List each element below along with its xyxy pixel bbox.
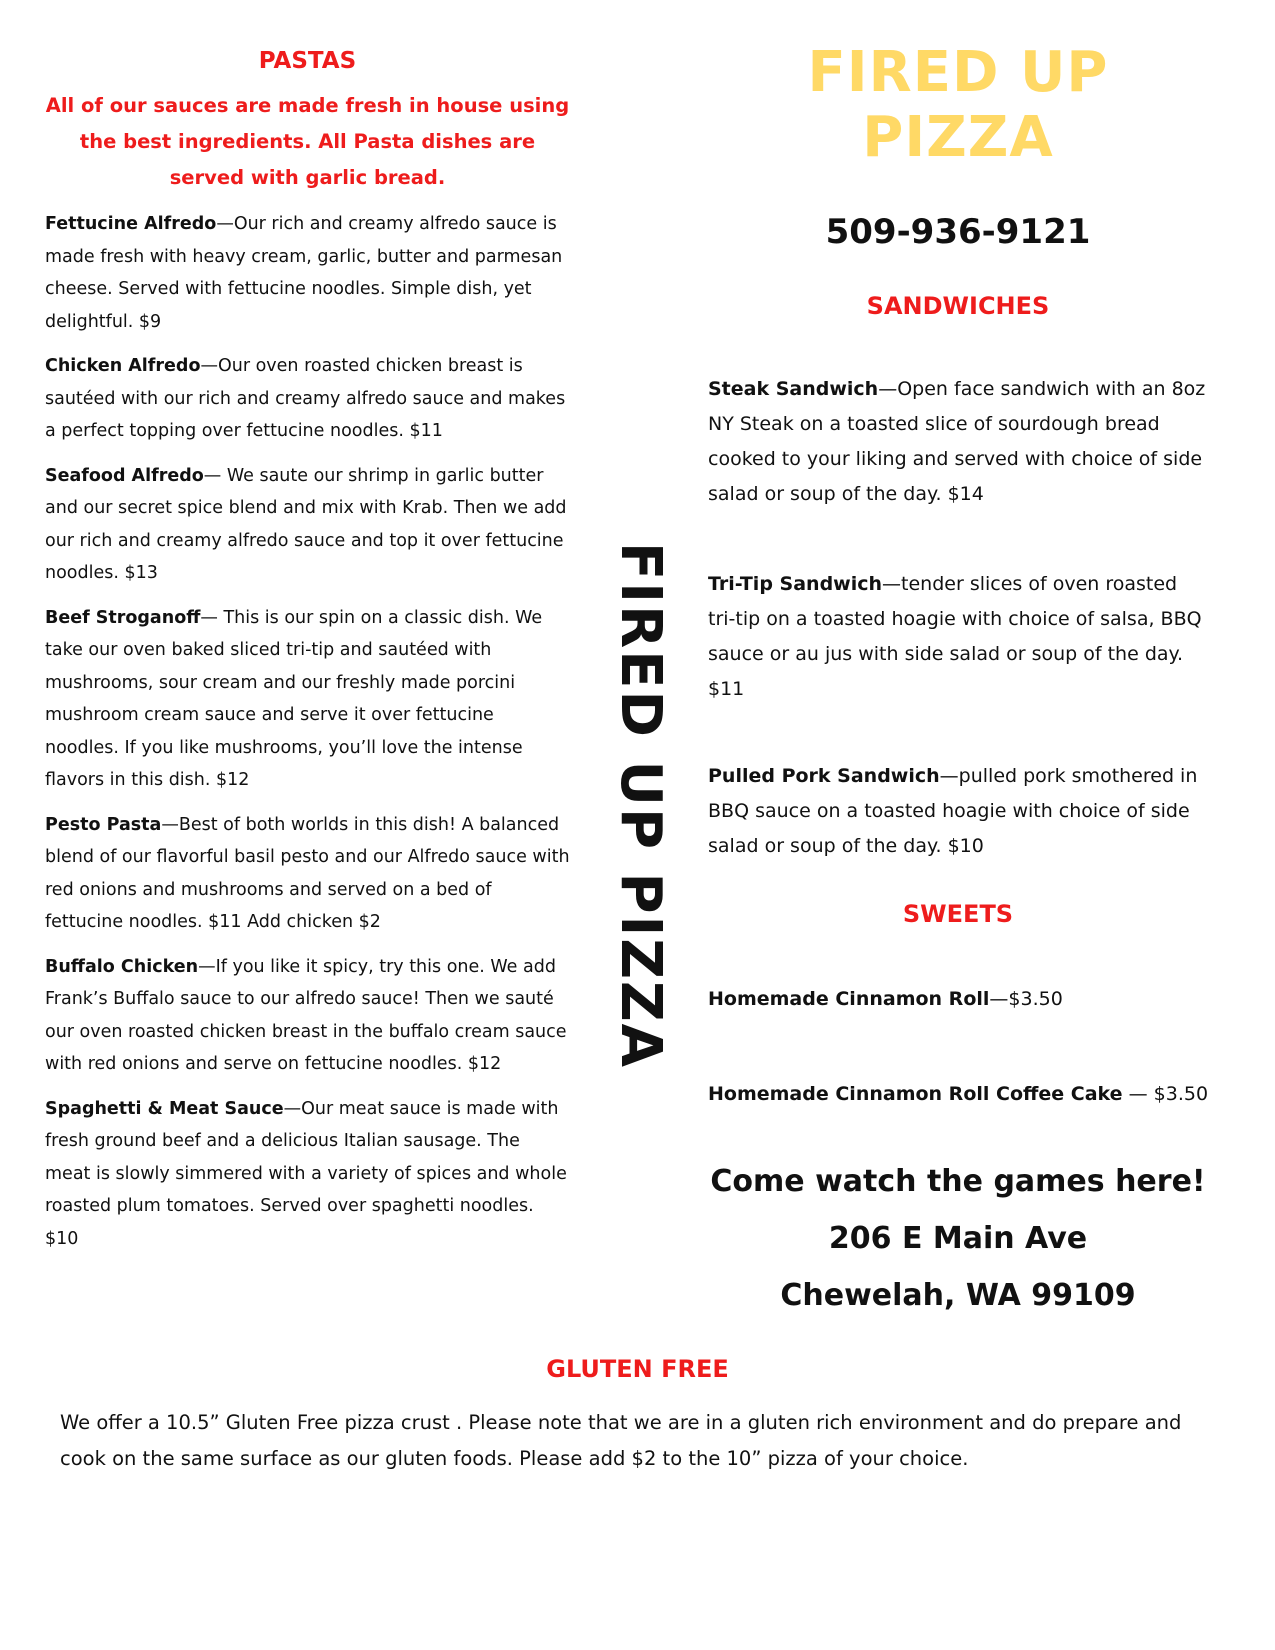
sandwiches-heading: SANDWICHES <box>866 292 1050 320</box>
gluten-free-heading: GLUTEN FREE <box>546 1355 729 1383</box>
menu-item-spaghetti-meat-sauce <box>45 1093 570 1256</box>
item-name: Steak Sandwich <box>708 378 879 400</box>
pastas-heading: PASTAS <box>258 48 357 74</box>
pastas-section <box>45 48 570 1267</box>
item-separator: — <box>882 573 902 595</box>
item-name: Pesto Pasta <box>45 814 162 835</box>
item-separator: — <box>161 814 179 835</box>
item-name: Homemade Cinnamon Roll <box>708 988 990 1010</box>
item-description: If you like it spicy, try this one. We add Frank’s Buffalo sauce to our alfredo sauce! Then we sauté our oven roasted chicken breast in the buffalo cream sauce with red onions and serve on fettucine noodles. $12 <box>45 956 567 1074</box>
item-description: Our rich and creamy alfredo sauce is made fresh with heavy cream, garlic, butter and parmesan cheese. Served with fettucine noodles. Simple dish, yet delightful. $9 <box>45 214 563 332</box>
item-separator: — <box>283 1098 302 1119</box>
item-name: Seafood Alfredo <box>45 465 204 486</box>
item-separator: — <box>878 378 898 400</box>
pastas-intro: All of our sauces are made fresh in house using the best ingredients. All Pasta dishes are served with garlic bread. <box>45 94 570 189</box>
vertical-title-text: FIRED UP PIZZA <box>607 541 673 1069</box>
menu-item-steak-sandwich <box>708 372 1208 512</box>
address-street: 206 E Main Ave <box>828 1221 1088 1256</box>
menu-item-chicken-alfredo <box>45 350 570 448</box>
vertical-title <box>570 485 710 1125</box>
item-description: Our oven roasted chicken breast is sautéed with our rich and creamy alfredo sauce and makes a perfect topping over fettucine noodles. $11 <box>45 356 566 441</box>
item-description: tender slices of oven roasted tri-tip on a toasted hoagie with choice of salsa, BBQ sauce or au jus with side salad or soup of the day. $11 <box>708 573 1202 700</box>
item-separator: — <box>200 356 218 376</box>
item-name: Buffalo Chicken <box>45 956 199 977</box>
item-description: Best of both worlds in this dish! A balanced blend of our flavorful basil pesto and our Alfredo sauce with red onions and mushrooms and served on a bed of fettucine noodles. $11 Add chicken $2 <box>45 814 570 932</box>
item-name: Spaghetti & Meat Sauce <box>45 1098 284 1119</box>
menu-item-beef-stroganoff <box>45 602 570 797</box>
right-column <box>708 40 1208 1313</box>
item-description: $3.50 <box>1153 1083 1209 1105</box>
menu-item-fettucine-alfredo <box>45 208 570 338</box>
brand-title: FIRED UP PIZZA <box>807 40 1109 170</box>
closing-tagline: Come watch the games here! <box>710 1164 1206 1199</box>
menu-item-pesto-pasta <box>45 809 570 939</box>
address-city: Chewelah, WA 99109 <box>780 1278 1136 1313</box>
item-separator: — <box>203 465 227 486</box>
item-description: pulled pork smothered in BBQ sauce on a toasted hoagie with choice of side salad or soup of the day. $10 <box>708 765 1198 857</box>
item-name: Pulled Pork Sandwich <box>708 765 940 787</box>
item-separator: — <box>198 956 216 977</box>
item-name: Beef Stroganoff <box>45 607 201 628</box>
gluten-free-text: We offer a 10.5” Gluten Free pizza crust . Please note that we are in a gluten rich environment and do prepare and cook on the same surface as our gluten foods. Please add $2 to the 10” pizza of your choice. <box>60 1411 1182 1470</box>
menu-item-cinnamon-roll-coffee-cake <box>708 1077 1208 1112</box>
item-name: Homemade Cinnamon Roll Coffee Cake <box>708 1083 1123 1105</box>
item-separator: — <box>200 607 224 628</box>
menu-item-pulled-pork-sandwich <box>708 759 1208 864</box>
item-description: Open face sandwich with an 8oz NY Steak on a toasted slice of sourdough bread cooked to your liking and served with choice of side salad or soup of the day. $14 <box>708 378 1206 505</box>
menu-item-buffalo-chicken <box>45 951 570 1081</box>
item-description: We saute our shrimp in garlic butter and our secret spice blend and mix with Krab. Then we add our rich and creamy alfredo sauce and top it over fettucine noodles. $13 <box>45 465 567 583</box>
item-separator: — <box>1122 1083 1154 1105</box>
item-name: Tri-Tip Sandwich <box>708 573 883 595</box>
menu-item-seafood-alfredo <box>45 460 570 590</box>
menu-item-tri-tip-sandwich <box>708 567 1208 707</box>
item-description: This is our spin on a classic dish. We take our oven baked sliced tri-tip and sautéed with mushrooms, sour cream and our freshly made porcini mushroom cream sauce and serve it over fettucine noodles. If you like mushrooms, you’ll love the intense flavors in this dish. $12 <box>45 607 543 790</box>
sweets-heading: SWEETS <box>902 900 1014 928</box>
phone-number: 509-936-9121 <box>825 212 1091 252</box>
item-name: Chicken Alfredo <box>45 356 201 376</box>
item-separator: — <box>989 988 1009 1010</box>
menu-item-cinnamon-roll <box>708 982 1208 1017</box>
item-description: $3.50 <box>1008 988 1063 1010</box>
item-name: Fettucine Alfredo <box>45 214 217 234</box>
item-separator: — <box>939 765 959 787</box>
item-separator: — <box>216 214 234 234</box>
item-description: Our meat sauce is made with fresh ground beef and a delicious Italian sausage. The meat is slowly simmered with a variety of spices and whole roasted plum tomatoes. Served over spaghetti noodles. $10 <box>45 1098 567 1249</box>
